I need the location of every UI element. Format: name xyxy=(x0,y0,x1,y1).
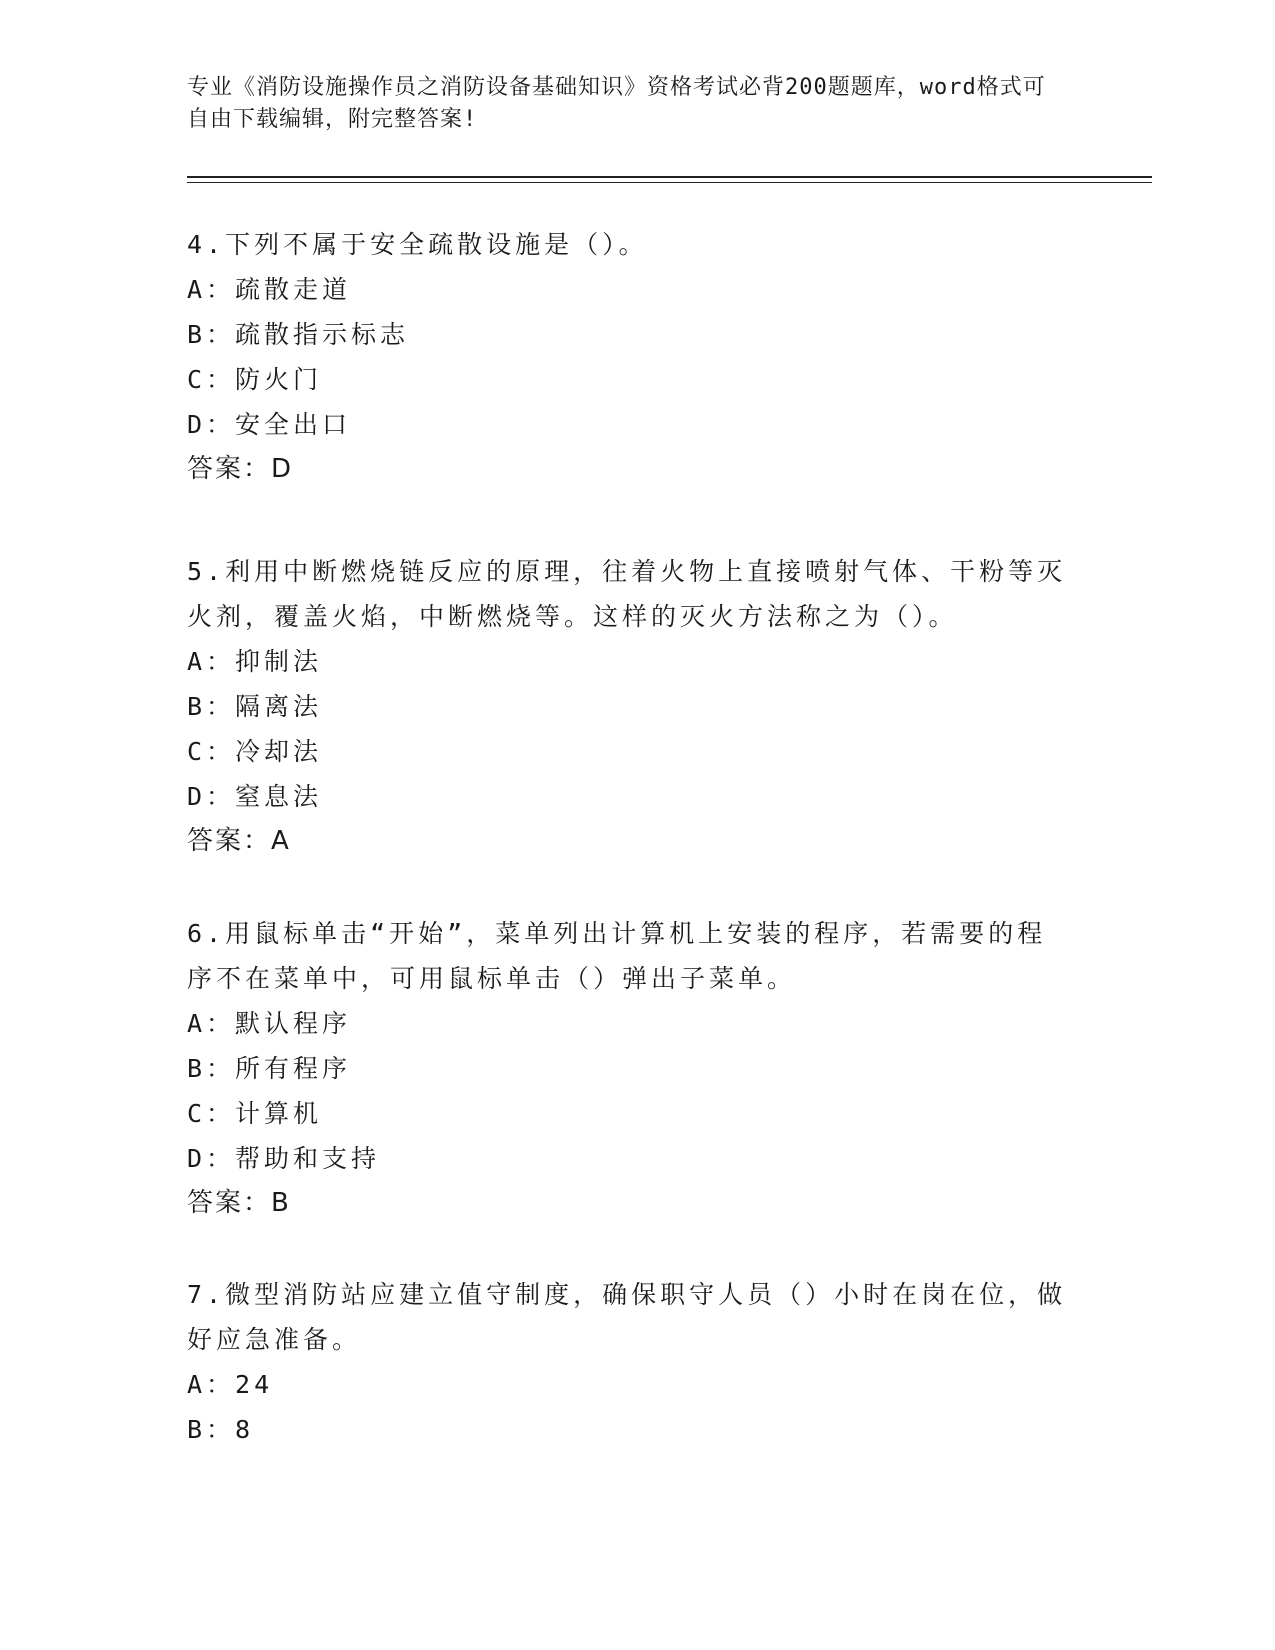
question-stem: 4.下列不属于安全疏散设施是（）。 xyxy=(187,230,648,259)
question-4 xyxy=(187,222,1067,492)
option-d: D：窒息法 xyxy=(187,782,323,811)
option-c: C：冷却法 xyxy=(187,737,323,766)
question-stem: 5.利用中断燃烧链反应的原理，往着火物上直接喷射气体、干粉等灭火剂，覆盖火焰，中断燃烧等。这样的灭火方法称之为（）。 xyxy=(187,557,1067,631)
option-a: A：默认程序 xyxy=(187,1009,352,1038)
option-a: A：抑制法 xyxy=(187,647,323,676)
option-a: A：疏散走道 xyxy=(187,275,352,304)
option-b: B：8 xyxy=(187,1415,255,1444)
question-5 xyxy=(187,549,1067,864)
option-c: C：防火门 xyxy=(187,365,323,394)
option-a: A：24 xyxy=(187,1370,274,1399)
answer: 答案：A xyxy=(187,826,291,856)
header-rule-thin xyxy=(187,182,1152,183)
option-c: C：计算机 xyxy=(187,1099,323,1128)
intro-text: 专业《消防设施操作员之消防设备基础知识》资格考试必背200题题库，word格式可自由下载编辑，附完整答案! xyxy=(187,75,1046,132)
option-d: D：安全出口 xyxy=(187,410,352,439)
question-7 xyxy=(187,1272,1067,1452)
answer: 答案：D xyxy=(187,454,294,484)
document-intro xyxy=(187,72,1067,136)
answer: 答案：B xyxy=(187,1188,291,1218)
header-rule-thick xyxy=(187,176,1152,178)
option-b: B：疏散指示标志 xyxy=(187,320,410,349)
question-stem: 7.微型消防站应建立值守制度，确保职守人员（）小时在岗在位，做好应急准备。 xyxy=(187,1280,1067,1354)
option-b: B：隔离法 xyxy=(187,692,323,721)
option-b: B：所有程序 xyxy=(187,1054,352,1083)
question-stem: 6.用鼠标单击“开始”，菜单列出计算机上安装的程序，若需要的程序不在菜单中，可用鼠标单击（）弹出子菜单。 xyxy=(187,919,1047,993)
question-6 xyxy=(187,911,1067,1226)
option-d: D：帮助和支持 xyxy=(187,1144,381,1173)
